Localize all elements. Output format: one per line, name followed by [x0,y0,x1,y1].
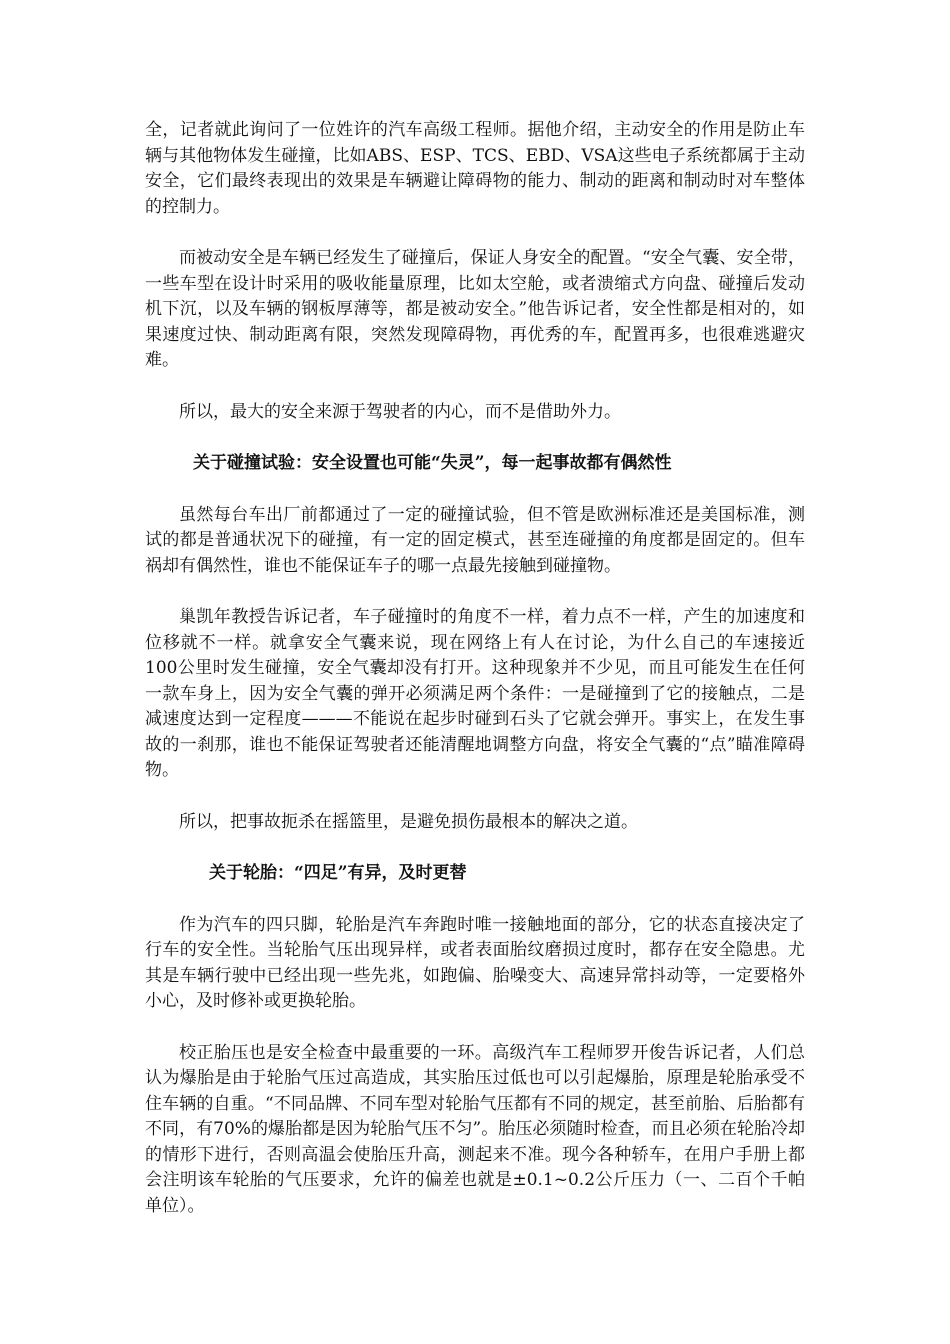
paragraph-passive-safety: 而被动安全是车辆已经发生了碰撞后，保证人身安全的配置。“安全气囊、安全带，一些车型在设计时采用的吸收能量原理，比如太空舱，或者溃缩式方向盘、碰撞后发动机下沉，以及车辆的钢板厚薄等，都是被动安全。”他告诉记者，安全性都是相对的，如果速度过快、制动距离有限，突然发现障碍物，再优秀的车，配置再多，也很难逃避灾难。 [145,248,805,370]
paragraph-active-safety: 全，记者就此询问了一位姓许的汽车高级工程师。据他介绍，主动安全的作用是防止车辆与其他物体发生碰撞，比如ABS、ESP、TCS、EBD、VSA这些电子系统都属于主动安全，它们最终表现出的效果是车辆避让障碍物的能力、制动的距离和制动时对车整体的控制力。 [145,120,805,217]
heading-tires: 关于轮胎：“四足”有异，及时更替 [209,863,467,883]
paragraph-tire-pressure: 校正胎压也是安全检查中最重要的一环。高级汽车工程师罗开俊告诉记者，人们总认为爆胎是由于轮胎气压过高造成，其实胎压过低也可以引起爆胎，原理是轮胎承受不住车辆的自重。“不同品牌、不同车型对轮胎气压都有不同的规定，甚至前胎、后胎都有不同，有70%的爆胎都是因为轮胎气压不匀”。胎压必须随时检查，而且必须在轮胎冷却的情形下进行，否则高温会使胎压升高，测起来不准。现今各种轿车，在用户手册上都会注明该车轮胎的气压要求，允许的偏差也就是±0.1~0.2公斤压力（一、二百个千帕单位）。 [145,1042,805,1216]
paragraph-prevention: 所以，把事故扼杀在摇篮里，是避免损伤最根本的解决之道。 [179,811,638,832]
document-page [145,118,805,1245]
paragraph-safety-conclusion: 所以，最大的安全来源于驾驶者的内心，而不是借助外力。 [179,401,621,422]
paragraph-airbag: 巢凯年教授告诉记者，车子碰撞时的角度不一样，着力点不一样，产生的加速度和位移就不一样。就拿安全气囊来说，现在网络上有人在讨论，为什么自己的车速接近100公里时发生碰撞，安全气囊却没有打开。这种现象并不少见，而且可能发生在任何一款车身上，因为安全气囊的弹开必须满足两个条件：一是碰撞到了它的接触点，二是减速度达到一定程度———不能说在起步时碰到石头了它就会弹开。事实上，在发生事故的一刹那，谁也不能保证驾驶者还能清醒地调整方向盘，将安全气囊的“点”瞄准障碍物。 [145,607,805,780]
paragraph-crash-test-standards: 虽然每台车出厂前都通过了一定的碰撞试验，但不管是欧洲标准还是美国标准，测试的都是普通状况下的碰撞，有一定的固定模式，甚至连碰撞的角度都是固定的。但车祸却有偶然性，谁也不能保证车子的哪一点最先接触到碰撞物。 [145,504,805,576]
heading-crash-test: 关于碰撞试验：安全设置也可能“失灵”，每一起事故都有偶然性 [193,453,672,473]
paragraph-tire-state: 作为汽车的四只脚，轮胎是汽车奔跑时唯一接触地面的部分，它的状态直接决定了行车的安全性。当轮胎气压出现异样，或者表面胎纹磨损过度时，都存在安全隐患。尤其是车辆行驶中已经出现一些先兆，如跑偏、胎噪变大、高速异常抖动等，一定要格外小心，及时修补或更换轮胎。 [145,914,805,1011]
